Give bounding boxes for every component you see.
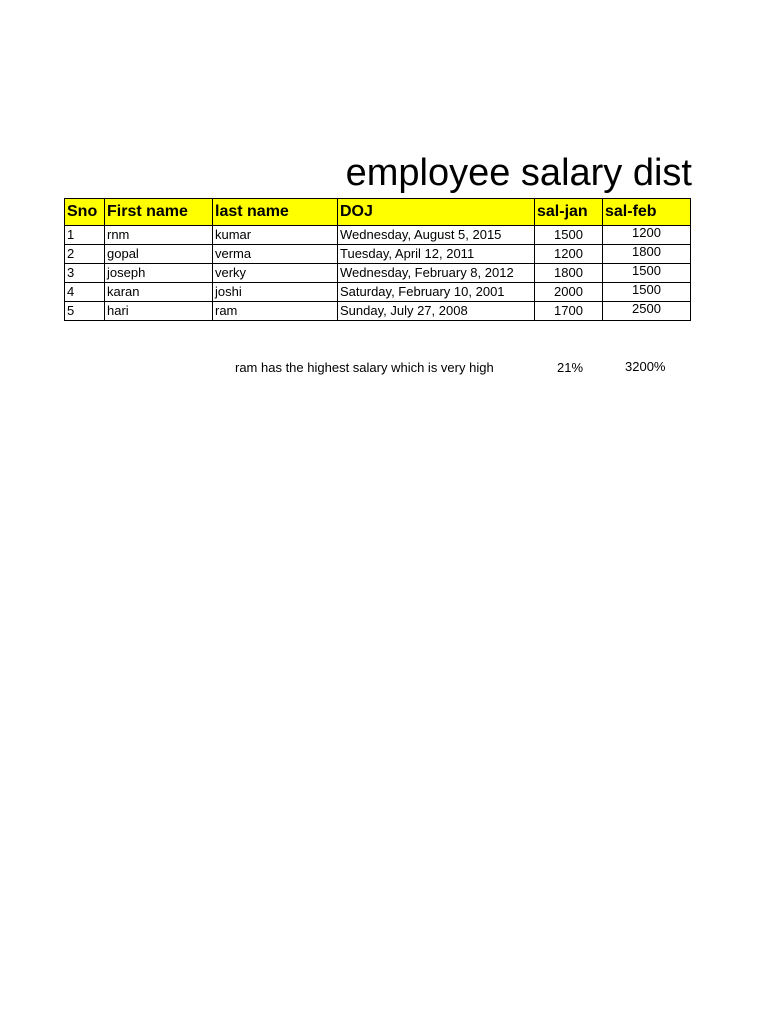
cell-sal-jan: 1800 [535, 264, 603, 283]
cell-sal-jan: 1700 [535, 302, 603, 321]
cell-first-name: gopal [105, 245, 213, 264]
table-row [65, 245, 691, 264]
header-sal-feb: sal-feb [603, 199, 691, 226]
cell-first-name: hari [105, 302, 213, 321]
cell-sno: 5 [65, 302, 105, 321]
cell-sal-jan: 2000 [535, 283, 603, 302]
header-sal-jan: sal-jan [535, 199, 603, 226]
header-doj: DOJ [338, 199, 535, 226]
cell-sal-feb: 2500 [603, 302, 691, 321]
cell-last-name: verma [213, 245, 338, 264]
big-percent-value: 3200% [625, 359, 666, 374]
cell-last-name: kumar [213, 226, 338, 245]
cell-doj: Tuesday, April 12, 2011 [338, 245, 535, 264]
percent-value: 21% [557, 360, 584, 375]
cell-sno: 3 [65, 264, 105, 283]
cell-sno: 4 [65, 283, 105, 302]
cell-first-name: rnm [105, 226, 213, 245]
cell-sal-feb: 1500 [603, 264, 691, 283]
header-first-name: First name [105, 199, 213, 226]
cell-sno: 1 [65, 226, 105, 245]
cell-doj: Wednesday, August 5, 2015 [338, 226, 535, 245]
table-header-row [65, 199, 691, 226]
cell-doj: Wednesday, February 8, 2012 [338, 264, 535, 283]
table-row [65, 226, 691, 245]
salary-note: ram has the highest salary which is very high [235, 360, 494, 375]
cell-first-name: karan [105, 283, 213, 302]
table-row [65, 283, 691, 302]
cell-last-name: verky [213, 264, 338, 283]
cell-sal-feb: 1800 [603, 245, 691, 264]
cell-sal-feb: 1500 [603, 283, 691, 302]
cell-first-name: joseph [105, 264, 213, 283]
cell-last-name: ram [213, 302, 338, 321]
table-row [65, 264, 691, 283]
cell-doj: Sunday, July 27, 2008 [338, 302, 535, 321]
page-title: employee salary dist [345, 152, 692, 194]
cell-sal-feb: 1200 [603, 226, 691, 245]
header-sno: Sno [65, 199, 105, 226]
cell-sno: 2 [65, 245, 105, 264]
salary-table [64, 198, 691, 321]
header-last-name: last name [213, 199, 338, 226]
table-row [65, 302, 691, 321]
cell-sal-jan: 1500 [535, 226, 603, 245]
cell-doj: Saturday, February 10, 2001 [338, 283, 535, 302]
cell-sal-jan: 1200 [535, 245, 603, 264]
cell-last-name: joshi [213, 283, 338, 302]
